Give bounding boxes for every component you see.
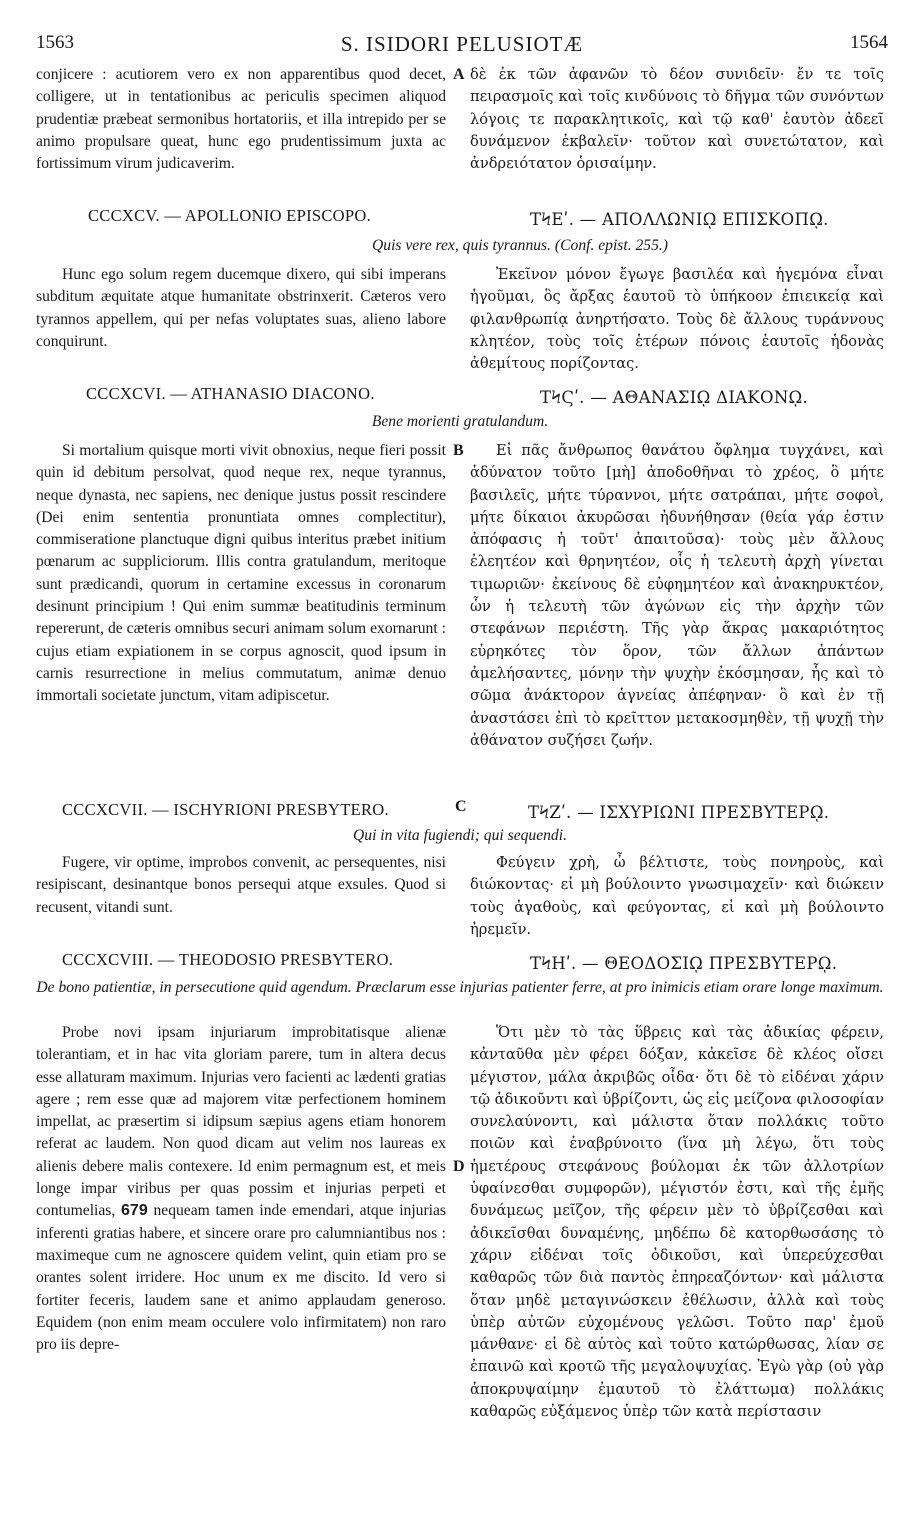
letter-395-subtitle: Quis vere rex, quis tyrannus. (Conf. epist. 255.) — [372, 237, 668, 254]
page-number-left: 1563 — [36, 32, 74, 53]
letter-398-latin-part2: nequeam tamen inde emendari, atque injurias inferenti gratias habere, et sincere orare pro calumniantibus nos : maximeque cum ne agnoscere quidem velint, quin etiam pro se orantes solent irridere. Hoc unum ex me discito. Id vero si fortiter feceris, laudem sane et animo applaudam generoso. Equidem (non enim meam occulere volo infirmitatem) non raro pro iis depre- — [36, 1202, 446, 1354]
letter-395-greek: Ἐκεῖνον μόνον ἔγωγε βασιλέα καὶ ἡγεμόνα εἶναι ἡγοῦμαι, ὃς ἄρξας ἑαυτοῦ τὸ ὑπήκοον ἐπιεικείᾳ καὶ φιλανθρωπίᾳ ἀνηρτήσατο. Τοὺς δὲ ἄλλους τυράννους κλητέον, τοὺς τοῖς ἑτέρων πόνοις ἑαυτοῖς ἡδονὰς ἀθεμίτους πορίζοντας. — [470, 266, 884, 373]
letter-396-heading-greek: ΤϞϚʹ. — ΑΘΑΝΑΣΙῼ ΔΙΑΚΟΝῼ. — [540, 388, 809, 407]
letter-398-greek: Ὅτι μὲν τὸ τὰς ὕβρεις καὶ τὰς ἀδικίας φέρειν, κἀνταῦθα μὲν φέρει δόξαν, κἀκεῖσε δὲ κλέος οἴσει μέγιστον, μάλα ἀκριβῶς οἶδα· ὅτι δὲ τὸ εἰδέναι χάριν τῷ ἀδικοῦντι καὶ ὑβρίζοντι, ὡς εἰς μείζονα φιλοσοφίαν συνελαύνοντι, καὶ μάλιστα ὅταν πολλάκις τοῦτο ποιῶν καὶ ἐναβρύνοιτο (ἵνα μὴ λέγω, ὅτι τοὺς ἡμετέρους στεφάνους βούλομαι ἐκ τῶν ἀλλοτρίων ὑφαίνεσθαι συμφορῶν), μέγιστόν ἐστι, καὶ τῆς ἐμῆς δυνάμεως μεῖζον, τῆς φέρειν μὲν τὸ ὑβρίζεσθαι καὶ ἀδικεῖσθαι δυναμένης, μηδέπω δὲ κατορθωσάσης τὸ χάριν εἰδέναι τοῖς ὀδικοῦσι, καὶ ὑπερεύχεσθαι καθαρῶς τῶν διὰ παντὸς ἐπηρεαζόντων· καὶ μάλιστα ὅταν μηδὲ μεταγινώσκειν ἐθέλωσιν, ἀλλὰ καὶ τοὺς ὑπὲρ αὐτῶν εὐχομένους γελῶσι. Τοῦτο παρ' ἐμοῦ μάνθανε· εἰ δὲ αὐτὸς καὶ τοῦτο κατώρθωσας, λίαν σε ἐπαινῶ καὶ κροτῶ τῆς μεγαλοψυχίας. Ἐγὼ γὰρ (οὐ γὰρ ἀποκρυψαίμην ἐμαυτοῦ τὸ ἐλάττωμα) πολλάκις καθαρῶς εὐξάμενος ὑπὲρ τῶν κατὰ περίστασιν — [470, 1024, 884, 1421]
letter-397-subtitle: Qui in vita fugiendi; qui sequendi. — [353, 827, 567, 844]
letter-395-latin: Hunc ego solum regem ducemque dixero, qui sibi imperans subditum æquitate atque humanitate obstrinxerit. Cæteros vero tyrannos appellem, qui per nefas voluptates suas, alieno labore conquirunt. — [36, 266, 446, 350]
letter-397-latin: Fugere, vir optime, improbos convenit, ac persequentes, nisi resipiscant, desinantque bonos persequi atque exsules. Quod si recusent, vitandi sunt. — [36, 854, 446, 916]
letter-398-latin — [36, 1022, 446, 1356]
intro-greek: δὲ ἐκ τῶν ἀφανῶν τὸ δέον συνιδεῖν· ἔν τε τοῖς πειρασμοῖς καὶ τοῖς κινδύνοις τὸ δῆγμα τῶν συνόντων λόγοις τε παρακλητικοῖς, καὶ τῷ καθ' ἑαυτὸν ἀδεεῖ δυνάμενον ἐκβαλεῖν· τοῦτον καὶ συνετώτατον, καὶ ἀνδρειότατον ὁρισαίμην. — [470, 66, 884, 173]
letter-395-heading-greek: ΤϞΕʹ. — ΑΠΟΛΛΩΝΙῼ ΕΠΙΣΚΟΠῼ. — [530, 210, 829, 229]
letter-397-heading-greek: ΤϞΖʹ. — ΙΣΧΥΡΙΩΝΙ ΠΡΕΣΒΥΤΕΡῼ. — [528, 803, 830, 822]
column-number: 679 — [121, 1202, 148, 1220]
letter-398-latin-part1: Probe novi ipsam injuriarum improbitatisque alienæ tolerantiam, et in hac vita gloriam parere, tum in altera decus esse allaturam maximum. Injurias vero facienti ac lædenti gratias agere ; rem esse quæ ad majorem vitæ perfectionem hominem impellat, ac præsertim si idipsum sæpius agens etiam honorem referat ac laudem. Non quod dicam aut velim nos laureas ex alienis debere malis contexere. Id enim permagnum est, et meis longe impar viribus per quas possim et injurias perpeti et contumelias, — [36, 1024, 446, 1220]
letter-398-subtitle: De bono patientiæ, in persecutione quid agendum. Præclarum esse injurias patienter ferre, at pro inimicis etiam orare longe maximum. — [36, 979, 884, 996]
letter-397-heading-latin: CCCXCVII. — ISCHYRIONI PRESBYTERO. — [62, 800, 389, 819]
margin-mark-a: A — [453, 66, 465, 83]
margin-mark-b: B — [453, 442, 464, 459]
margin-mark-c: C — [455, 798, 467, 815]
running-title: S. ISIDORI PELUSIOTÆ — [340, 32, 584, 56]
page-number-right: 1564 — [850, 32, 888, 53]
intro-latin: conjicere : acutiorem vero ex non apparentibus quod decet, colligere, ut in tentationibus ac periculis specimen aliquod prudentiæ præbeat sermonibus hortatoriis, et illa intrepido per se animo propulsare queat, hunc ego prudentissimum juxta ac fortissimum virum judicaverim. — [36, 66, 446, 173]
letter-395-heading-latin: CCCXCV. — APOLLONIO EPISCOPO. — [88, 206, 371, 225]
letter-396-heading-latin: CCCXCVI. — ATHANASIO DIACONO. — [86, 384, 375, 403]
letter-396-subtitle: Bene morienti gratulandum. — [371, 413, 549, 430]
letter-396-greek: Εἰ πᾶς ἄνθρωπος θανάτου ὄφλημα τυγχάνει, καὶ ἀδύνατον τοῦτο [μὴ] ἀποδοθῆναι τὸ χρέος, ὃ μήτε βασιλεῖς, μήτε τύραννοι, μήτε σατράπαι, μήτε σοφοὶ, μήτε δίκαιοι ἀκυρῶσαι ἠδυνήθησαν (θεία γάρ ἐστιν ἀπόφασις ἡ τοῦτ' ἀπαιτοῦσα)· τοὺς μὲν ἄλλους ἐλεητέον καὶ θρηνητέον, οἷς ἡ τελευτὴ ἀρχὴ γίνεται τιμωριῶν· ἐκείνους δὲ εὐφημητέον καὶ ἀνακηρυκτέον, ὧν ἡ τελευτὴ τῶν ἀγώνων εἰς τὴν ἀρχὴν τῶν στεφάνων περιέστη. Τῆς γὰρ ἄκρας μακαριότητος εὑρηκότες τὸν ὅρον, τῶν ἄλλων ἁπάντων ἀμελήσαντες, μόνην τὴν ψυχὴν ἐκόσμησαν, ἧς καὶ τὸ σῶμα ἀνάκτορον ἁγνείας ἀπέφηναν· ὃ καὶ ἐν τῇ ἀναστάσει ἐπὶ τὸ κρεῖττον μετακοσμηθὲν, τῇ ψυχῇ τὴν ἀθάνατον συζήσει ζωήν. — [470, 442, 884, 749]
letter-396-latin: Si mortalium quisque morti vivit obnoxius, neque fieri possit quin id debitum persolvat, quod neque rex, neque tyrannus, neque dynasta, nec sapiens, nec denique justus possit rescindere (Dei enim sententia pronuntiata omnes complectitur), commiseratione planctuque digni quibus interitus præbet initium pœnarum ac suppliciorum. Illis contra gratulandum, meritoque sunt prædicandi, quorum in certamine excessus in coronarum desinunt principium ! Qui enim summæ beatitudinis terminum repererunt, de cæteris omnibus securi animam solum exornarunt : cujus etiam expiationem in se corpus agnoscit, quod ipsum in carnis resurrectione in melius commutatum, animæ denuo immortali societate junctum, vitam adipiscetur. — [36, 442, 446, 705]
letter-398-heading-greek: ΤϞΗʹ. — ΘΕΟΔΟΣΙῼ ΠΡΕΣΒΥΤΕΡῼ. — [530, 954, 838, 973]
letter-398-heading-latin: CCCXCVIII. — THEODOSIO PRESBYTERO. — [62, 950, 394, 969]
letter-397-greek: Φεύγειν χρὴ, ὦ βέλτιστε, τοὺς πονηροὺς, καὶ διώκοντας· εἰ μὴ βούλοιντο γνωσιμαχεῖν· καὶ διώκειν τοὺς ἀγαθοὺς, καὶ φεύγοντας, εἰ καὶ μὴ βούλοιντο ἠρεμεῖν. — [470, 854, 884, 938]
margin-mark-d: D — [453, 1158, 465, 1175]
running-head — [36, 32, 888, 60]
